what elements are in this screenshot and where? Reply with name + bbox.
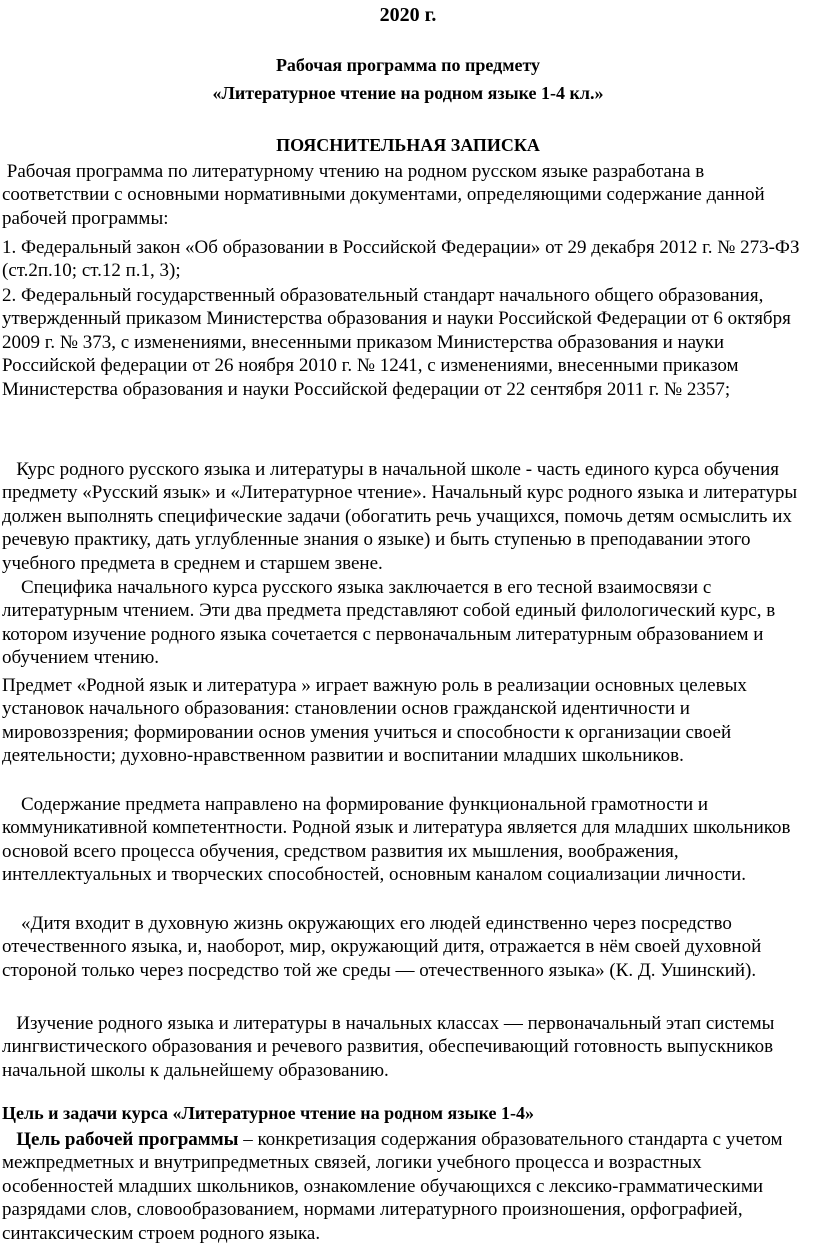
paragraph-study: Изучение родного языка и литературы в начальных классах — первоначальный этап системы лингвистического образования и речевого развития, обеспечивающий готовность выпускников начальной школы к дальнейшему образованию. bbox=[2, 1013, 780, 1081]
paragraph-goal bbox=[2, 1128, 814, 1245]
section-heading: ПОЯСНИТЕЛЬНАЯ ЗАПИСКА bbox=[276, 135, 540, 155]
paragraph-doc2: 2. Федеральный государственный образовательный стандарт начального общего образования, утвержденный приказом Министерства образования и науки Российской Федерации от 6 октября 2009 г. № 373, с изменениями, внесенными приказом Министерства образования и науки Российской федерации от 26 ноября 2010 г. № 1241, с изменениями, внесенными приказом Министерства образования и науки Российской федерации от 22 сентября 2011 г. № 2357; bbox=[2, 285, 791, 400]
paragraph-content: Содержание предмета направлено на формирование функциональной грамотности и коммуникативной компетентности. Родной язык и литература является для младших школьников основой всего процесса обучения, средством развития их мышления, воображения, интеллектуальных и творческих способностей, основным каналом социализации личности. bbox=[2, 794, 796, 886]
paragraph-doc1: 1. Федеральный закон «Об образовании в Российской Федерации» от 29 декабря 2012 г. № 273-ФЗ (ст.2п.10; ст.12 п.1, 3); bbox=[2, 237, 800, 282]
goals-heading: Цель и задачи курса «Литературное чтение на родном языке 1-4» bbox=[2, 1103, 534, 1123]
document-title-line1: Рабочая программа по предмету bbox=[275, 55, 541, 75]
document-year: 2020 г. bbox=[379, 4, 437, 26]
paragraph-intro: Рабочая программа по литературному чтению на родном русском языке разработана в соответствии с основными нормативными документами, определяющими содержание данной рабочей программы: bbox=[2, 161, 770, 229]
paragraph-quote: «Дитя входит в духовную жизнь окружающих его людей единственно через посредство отечественного языка, и, наоборот, мир, окружающий дитя, отражается в нём своей духовной стороной только через посредство той же среды — отечественного языка» (К. Д. Ушинский). bbox=[2, 913, 766, 981]
paragraph-subject: Предмет «Родной язык и литература » играет важную роль в реализации основных целевых установок начального образования: становлении основ гражданской идентичности и мировоззрения; формировании основ умения учиться и способности к организации своей деятельности; духовно-нравственном развитии и воспитании младших школьников. bbox=[2, 675, 747, 767]
paragraph-specifics: Специфика начального курса русского языка заключается в его тесной взаимосвязи с литературным чтением. Эти два предмета представляют собой единый филологический курс, в котором изучение родного языка сочетается с первоначальным литературным образованием и обучением чтению. bbox=[2, 577, 780, 669]
paragraph-course: Курс родного русского языка и литературы в начальной школе - часть единого курса обучения предмету «Русский язык» и «Литературное чтение». Начальный курс родного языка и литературы должен выполнять специфические задачи (обогатить речь учащихся, помочь детям осмыслить их речевую практику, дать углубленные знания о языке) и быть ступенью в преподавании этого учебного предмета в среднем и старшем звене. bbox=[2, 459, 802, 574]
goal-text: – конкретизация содержания образовательного стандарта с учетом межпредметных и внутрипредметных связей, логики учебного процесса и возрастных особенностей младших школьников, ознакомление обучающихся с лексико-грамматическими разрядами слов, словообразованием, нормами литературного произношения, орфографией, синтаксическим строем родного языка. bbox=[2, 1129, 788, 1244]
goal-label: Цель рабочей программы bbox=[2, 1129, 239, 1150]
document-title-line2: «Литературное чтение на родном языке 1-4 кл.» bbox=[212, 83, 604, 103]
